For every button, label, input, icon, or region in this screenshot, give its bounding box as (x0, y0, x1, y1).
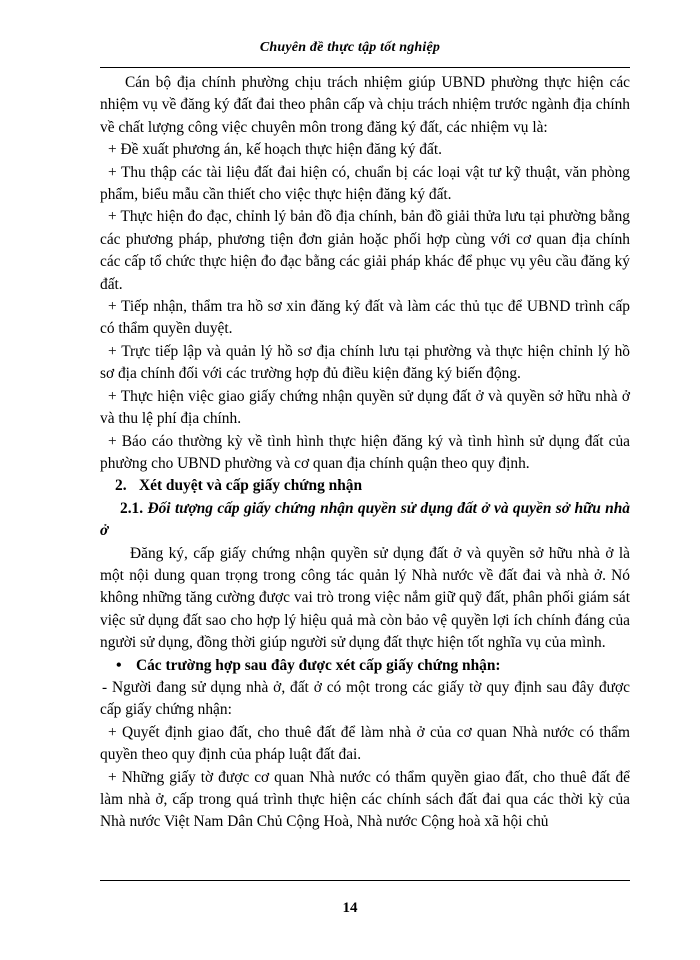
dash-item: - Người đang sử dụng nhà ở, đất ở có một trong các giấy tờ quy định sau đây được cấp giấy chứng nhận: (100, 678, 630, 719)
header-rule (100, 67, 630, 68)
bullet-heading-text: Các trường hợp sau đây được xét cấp giấy chứng nhận: (136, 656, 501, 674)
task-item: + Thực hiện việc giao giấy chứng nhận quyền sử dụng đất ở và quyền sở hữu nhà ở và thu lệ phí địa chính. (100, 387, 630, 428)
subsection-number: 2.1. (120, 499, 144, 517)
bullet-icon: • (116, 656, 122, 674)
footer-rule (100, 880, 630, 881)
body-paragraph: Đăng ký, cấp giấy chứng nhận quyền sử dụng đất ở và quyền sở hữu nhà ở là một nội dung quan trọng trong công tác quản lý Nhà nước về đất đai và nhà ở. Nó không những tăng cường được vai trò trong việc nắm giữ quỹ đất, phân phối giám sát việc sử dụng đất sao cho hợp lý hiệu quả mà còn bảo vệ quyền lợi ích chính đáng của người sử dụng, đồng thời giúp người sử dụng đất thực hiện tốt nghĩa vụ của mình. (100, 544, 630, 652)
task-item: + Trực tiếp lập và quản lý hồ sơ địa chính lưu tại phường và thực hiện chỉnh lý hồ sơ địa chính đối với các trường hợp đủ điều kiện đăng ký biến động. (100, 342, 630, 383)
sub-item: + Quyết định giao đất, cho thuê đất để làm nhà ở của cơ quan Nhà nước có thẩm quyền theo quy định của pháp luật đất đai. (100, 723, 630, 764)
subsection-heading (100, 498, 630, 543)
page-number: 14 (342, 900, 358, 916)
intro-paragraph: Cán bộ địa chính phường chịu trách nhiệm giúp UBND phường thực hiện các nhiệm vụ về đăng ký đất đai theo phân cấp và chịu trách nhiệm trước ngành địa chính về chất lượng công việc chuyên môn trong đăng ký đất, các nhiệm vụ là: (100, 74, 630, 136)
page-header-title: Chuyên đề thực tập tốt nghiệp (259, 40, 441, 55)
bullet-heading (100, 655, 630, 677)
section-number: 2. (115, 477, 127, 495)
task-item: + Tiếp nhận, thẩm tra hồ sơ xin đăng ký đất và làm các thủ tục để UBND trình cấp có thẩm quyền duyệt. (100, 298, 630, 338)
subsection-title: Đối tượng cấp giấy chứng nhận quyền sử dụng đất ở và quyền sở hữu nhà ở (100, 499, 630, 540)
sub-item: + Những giấy tờ được cơ quan Nhà nước có thẩm quyền giao đất, cho thuê đất để làm nhà ở, cấp trong quá trình thực hiện các chính sách đất đai qua các thời kỳ của Nhà nước Việt Nam Dân Chủ Cộng Hoà, Nhà nước Cộng hoà xã hội chủ (100, 768, 630, 831)
page-content (100, 72, 630, 834)
task-item: + Đề xuất phương án, kế hoạch thực hiện đăng ký đất. (108, 141, 442, 159)
section-heading (100, 475, 630, 497)
task-item: + Báo cáo thường kỳ về tình hình thực hiện đăng ký và tình hình sử dụng đất của phường cho UBND phường và cơ quan địa chính quận theo quy định. (100, 432, 630, 472)
task-item: + Thực hiện đo đạc, chỉnh lý bản đồ địa chính, bản đồ giải thửa lưu tại phường bằng các phương pháp, phương tiện đơn giản hoặc phối hợp cùng với cơ quan địa chính các cấp tổ chức thực hiện đo đạc bằng các giải pháp khác để phục vụ yêu cầu đăng ký đất. (100, 208, 630, 293)
task-item: + Thu thập các tài liệu đất đai hiện có, chuẩn bị các loại vật tư kỹ thuật, văn phòng phẩm, biểu mẫu cần thiết cho việc thực hiện đăng ký đất. (100, 163, 630, 204)
section-title: Xét duyệt và cấp giấy chứng nhận (139, 477, 363, 495)
